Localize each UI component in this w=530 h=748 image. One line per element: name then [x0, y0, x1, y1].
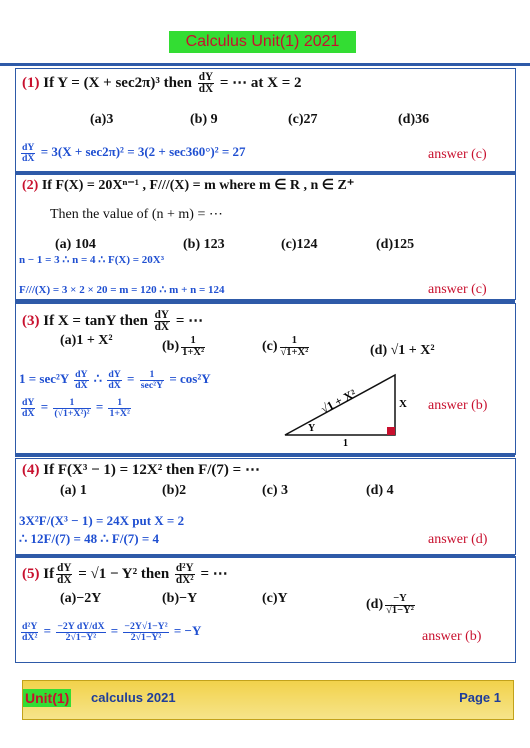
- option-b: (b) 9: [190, 112, 218, 127]
- option-b: [162, 336, 207, 358]
- option-a: (a)3: [90, 112, 114, 127]
- denominator: sec²Y: [140, 379, 164, 391]
- option-c: (c)Y: [262, 591, 288, 606]
- right-angle-marker: [387, 427, 395, 435]
- answer-label: answer (b): [428, 398, 488, 413]
- question-2-stem: [22, 177, 354, 194]
- option-c: (c)124: [281, 237, 318, 252]
- fraction: [74, 370, 88, 391]
- option-d: [366, 594, 417, 616]
- therefore-symbol: ∴: [93, 371, 103, 387]
- option-a: (a) 104: [55, 237, 96, 252]
- answer-label: answer (c): [428, 282, 487, 297]
- question-3-work2: $\frac{dY}{dX}$ = $\frac{1}{\text{(√1+X²)²}}$ = $\frac{1}{\text{1+X²}}$: [22, 397, 130, 419]
- denominator: dX: [22, 407, 35, 419]
- fraction: [56, 622, 105, 643]
- option-prefix: (c): [262, 339, 278, 355]
- question-4-stem: [22, 460, 260, 479]
- option-b: (b)2: [162, 483, 187, 498]
- fraction: [108, 398, 130, 419]
- option-b: (b)−Y: [162, 591, 198, 606]
- fraction: [53, 398, 90, 419]
- hypotenuse-label: √1 + X²: [318, 386, 359, 417]
- fraction: [198, 72, 214, 96]
- page-title: Calculus Unit(1) 2021: [169, 31, 356, 53]
- denominator: 1+X²: [109, 407, 130, 419]
- numerator: d²Y: [22, 621, 38, 632]
- title-divider: [0, 63, 530, 66]
- denominator: dX: [108, 379, 121, 391]
- numerator: −Y: [385, 594, 415, 606]
- denominator: dX²: [175, 574, 194, 587]
- option-d: (d)125: [376, 237, 415, 252]
- denominator: dX: [22, 152, 35, 164]
- stem-text: If X = tanY then: [43, 313, 148, 330]
- option-d: (d) √1 + X²: [370, 343, 435, 358]
- numerator: 1: [53, 398, 90, 409]
- question-number: (5): [22, 566, 40, 583]
- fraction: [280, 336, 310, 358]
- fraction: [21, 143, 35, 164]
- work-text: 1 = sec²Y: [19, 371, 69, 387]
- work-text: = 3(X + sec2π)² = 3(2 + sec360°)² = 27: [40, 144, 246, 160]
- angle-label: Y: [308, 423, 316, 434]
- question-5-stem: [22, 563, 228, 587]
- option-d: (d) 4: [366, 483, 394, 498]
- option-d: (d)36: [398, 112, 430, 127]
- numerator: 1: [108, 398, 130, 409]
- numerator: dY: [108, 369, 121, 380]
- stem-end: = ⋯: [200, 566, 228, 583]
- fraction: [175, 563, 195, 587]
- work-text: = −Y: [173, 623, 202, 639]
- denominator: 2√1−Y²: [130, 631, 162, 643]
- stem-text: If: [43, 566, 55, 583]
- question-4-work1: 3X²F/(X³ − 1) = 24X put X = 2: [19, 513, 185, 528]
- denominator: √1−Y²: [386, 604, 414, 616]
- question-4-work2: ∴ 12F/(7) = 48 ∴ F/(7) = 4: [19, 531, 160, 546]
- page-number: Page 1: [459, 690, 501, 705]
- stem-text: If F(X) = 20Xⁿ⁻¹ , F///(X) = m where m ∈ R , n ∈ Z⁺: [41, 178, 355, 193]
- fraction: [140, 370, 164, 391]
- denominator: dX: [75, 379, 88, 391]
- question-1-work: [19, 143, 246, 164]
- denominator: dX: [154, 321, 170, 334]
- numerator: 1: [140, 370, 164, 381]
- denominator: √1+X²: [280, 346, 309, 358]
- numerator: dY: [154, 309, 170, 321]
- footer-unit-label: Unit(1): [25, 690, 70, 706]
- numerator: dY: [198, 71, 214, 83]
- denominator: (√1+X²)²: [54, 407, 90, 419]
- numerator: 1: [280, 336, 310, 348]
- answer-label: answer (b): [422, 629, 482, 644]
- numerator: 1: [181, 336, 205, 348]
- denominator: 1+X²: [182, 346, 205, 358]
- numerator: dY: [75, 369, 88, 380]
- stem-end: = ⋯ at X = 2: [219, 75, 302, 92]
- option-c: (c)27: [288, 112, 318, 127]
- denominator: dX²: [22, 631, 38, 643]
- question-number: (3): [22, 313, 40, 330]
- numerator: dY: [22, 397, 35, 408]
- question-number: (2): [22, 178, 39, 193]
- stem-end: = ⋯: [175, 313, 204, 330]
- denominator: 2√1−Y²: [65, 631, 97, 643]
- question-number: (1): [22, 75, 40, 92]
- option-prefix: (b): [162, 339, 180, 355]
- fraction: [107, 370, 121, 391]
- numerator: −2Y√1−Y²: [124, 621, 168, 632]
- question-number: (4): [22, 462, 40, 478]
- fraction: [181, 336, 205, 358]
- question-5-work: $\frac{\text{d²Y}}{\text{dX²}}$ = $\frac{\text{−2Y dY/dX}}{\text{2√1−Y²}}$ = $\frac{\text{−2Y√1−Y²}}{\text{2√1−Y²}}$ = −Y: [22, 621, 202, 643]
- page-footer: [22, 680, 514, 720]
- answer-label: answer (c): [428, 147, 487, 162]
- option-c: [262, 336, 311, 358]
- numerator: −2Y dY/dX: [57, 621, 105, 632]
- question-3-work1: 1 = sec²Y $\frac{dY}{dX}$ ∴ $\frac{dY}{dX}$ = $\frac{1}{\text{sec²Y}}$ = cos²Y: [19, 369, 211, 391]
- right-triangle-diagram: [275, 365, 425, 450]
- stem-text: If Y = (X + sec2π)³ then: [43, 75, 192, 92]
- option-a: (a) 1: [60, 483, 87, 498]
- fraction: [385, 594, 415, 616]
- question-2-work2: F///(X) = 3 × 2 × 20 = m = 120 ∴ m + n = 124: [19, 284, 225, 296]
- fraction: [21, 622, 38, 643]
- stem-text: = √1 − Y² then: [78, 566, 170, 583]
- numerator: dY: [57, 562, 72, 574]
- question-2-line2: Then the value of (n + m) = ⋯: [50, 207, 223, 222]
- adjacent-label: 1: [343, 438, 348, 449]
- answer-label: answer (d): [428, 532, 488, 547]
- footer-course-label: calculus 2021: [91, 690, 176, 705]
- fraction: [56, 563, 72, 587]
- fraction: [21, 398, 35, 419]
- question-2-work1: n − 1 = 3 ∴ n = 4 ∴ F(X) = 20X³: [19, 254, 165, 266]
- fraction: [123, 622, 168, 643]
- option-c: (c) 3: [262, 483, 289, 498]
- divider: [15, 453, 515, 457]
- work-text: = cos²Y: [169, 371, 211, 387]
- option-b: (b) 123: [183, 237, 225, 252]
- denominator: dX: [198, 83, 214, 96]
- numerator: d²Y: [175, 562, 194, 574]
- question-1-stem: [22, 72, 302, 96]
- question-3-stem: [22, 310, 203, 334]
- denominator: dX: [57, 574, 72, 587]
- fraction: [154, 310, 170, 334]
- stem-text: If F(X³ − 1) = 12X² then F/(7) = ⋯: [43, 462, 260, 478]
- numerator: dY: [22, 142, 35, 153]
- option-prefix: (d): [366, 597, 384, 613]
- option-a: (a)1 + X²: [60, 333, 113, 348]
- option-a: (a)−2Y: [60, 591, 102, 606]
- opposite-label: X: [399, 398, 407, 410]
